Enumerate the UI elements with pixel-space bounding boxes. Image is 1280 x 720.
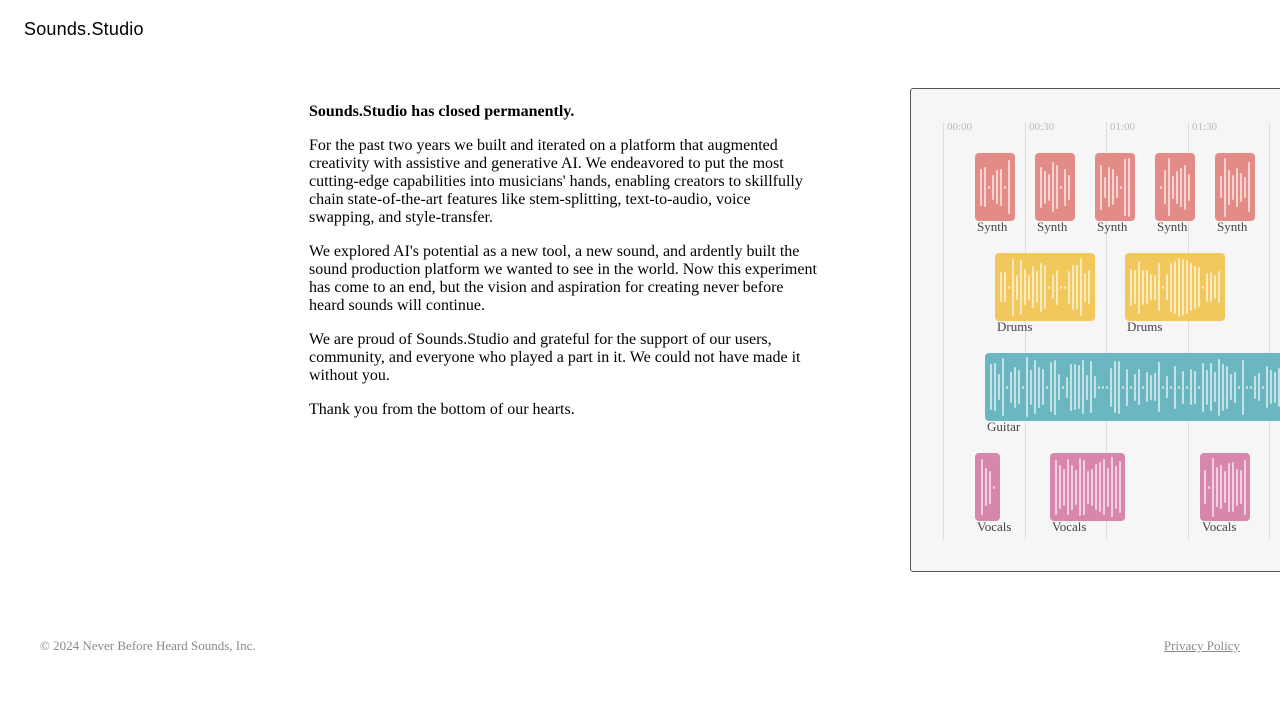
waveform-bar [1024,269,1026,305]
waveform-bar [1083,460,1085,515]
brand-name-part2: Studio [91,19,144,39]
waveform-bar [1036,271,1038,303]
waveform-bar [1176,171,1178,204]
clip-label: Synth [1157,219,1188,234]
waveform-bar [1154,373,1156,401]
waveform-bar [1142,386,1144,389]
waveform-bar [1014,367,1016,408]
waveform-bar [984,167,986,207]
waveform-bar [1080,258,1082,316]
waveform-bar [1166,274,1168,300]
waveform-bar [1046,386,1048,389]
waveform-bar [1220,176,1222,198]
timeline-tick-label: 00:30 [1029,121,1055,133]
waveform-bar [1266,366,1268,408]
clip-label: Vocals [1202,519,1237,534]
audio-clip-synth [975,153,1015,221]
waveform-bar [1074,364,1076,410]
waveform-bar [1122,386,1124,389]
waveform-bar [1075,470,1077,505]
timeline-illustration [910,88,1280,572]
waveform-bar [1210,363,1212,411]
waveform-bar [1242,360,1244,415]
waveform-bar [1178,386,1180,389]
waveform-bar [1198,267,1200,307]
waveform-bar [1170,263,1172,312]
waveform-bar [1134,374,1136,401]
waveform-bar [1048,174,1050,201]
waveform-bar [1124,159,1126,216]
waveform-bar [1182,259,1184,316]
waveform-bar [1182,371,1184,404]
waveform-bar [1086,375,1088,400]
waveform-bar [1154,275,1156,300]
waveform-bar [1055,460,1057,515]
waveform-bar [1130,269,1132,306]
waveform-bar [1120,186,1122,189]
waveform-bar [1059,465,1061,509]
waveform-bar [1040,167,1042,208]
waveform-bar [1244,460,1246,515]
waveform-bar [1178,258,1180,317]
waveform-bar [1070,364,1072,411]
waveform-bar [1174,261,1176,314]
letter-paragraph: For the past two years we built and iterated on a platform that augmented creativity with assistive and generative AI. We endeavored to put the most cutting-edge capabilities into musicians' hands, enabling creators to skillfully chain state-of-the-art features like stem-splitting, text-to-audio, voice swapping, and style-transfer. [309,137,803,226]
waveform-bar [1224,158,1226,217]
waveform-bar [1210,272,1212,302]
audio-clip-synth [1035,153,1075,221]
clip-label: Synth [977,219,1008,234]
waveform-bar [1042,369,1044,405]
privacy-policy-link[interactable]: Privacy Policy [1163,638,1240,653]
waveform-bar [1040,263,1042,312]
brand-logo[interactable] [24,19,144,40]
waveform-bar [1087,471,1089,504]
waveform-bar [1164,170,1166,204]
waveform-bar [1006,386,1008,389]
closure-letter [309,103,819,435]
waveform-bar [1262,386,1264,389]
waveform-bar [985,468,987,506]
waveform-bar [1240,173,1242,202]
waveform-bar [1168,158,1170,216]
waveform-bar [1186,386,1188,389]
waveform-bar [1112,169,1114,205]
waveform-bar [1084,273,1086,302]
waveform-bar [1063,469,1065,506]
audio-clip-guitar [985,353,1280,421]
waveform-bar [1204,470,1206,504]
waveform-bar [1060,286,1062,289]
waveform-bar [1099,462,1101,512]
waveform-bar [1170,386,1172,389]
waveform-bar [1119,461,1121,513]
waveform-bar [1130,386,1132,389]
waveform-bar [1134,270,1136,304]
timeline-tick-label: 01:30 [1192,121,1218,133]
waveform-bar [1102,386,1104,389]
clip-label: Drums [1127,319,1163,334]
waveform-bar [1258,373,1260,401]
waveform-bar [1091,469,1093,506]
waveform-bar [1108,167,1110,207]
waveform-bar [1002,358,1004,416]
clip-label: Guitar [987,419,1021,434]
waveform-bar [1115,466,1117,509]
waveform-bar [1111,457,1113,517]
waveform-bar [1064,286,1066,289]
waveform-bar [1126,369,1128,406]
waveform-bar [1094,376,1096,398]
waveform-bar [1186,260,1188,314]
waveform-bar [1172,176,1174,199]
waveform-bar [1103,459,1105,515]
timeline-tick-label: 00:00 [947,121,973,133]
waveform-bar [1190,263,1192,311]
waveform-bar [1004,186,1006,189]
waveform-bar [1095,464,1097,510]
waveform-bar [1150,375,1152,400]
waveform-bar [1060,186,1062,189]
waveform-bar [1214,275,1216,299]
waveform-bar [992,175,994,200]
brand-dot: . [86,19,92,39]
copyright-text: © 2024 Never Before Heard Sounds, Inc. [40,638,256,653]
waveform-bar [1230,374,1232,400]
waveform-bar [1236,168,1238,207]
waveform-bar [1054,360,1056,415]
waveform-bar [1274,372,1276,403]
waveform-bar [990,364,992,410]
waveform-bar [988,186,990,189]
waveform-bar [1058,374,1060,400]
waveform-bar [989,471,991,504]
waveform-bar [1008,160,1010,214]
waveform-bar [1068,175,1070,200]
waveform-bar [1000,272,1002,302]
waveform-bar [1008,286,1010,289]
waveform-bar [1022,386,1024,389]
waveform-bar [1142,270,1144,305]
clip-label: Drums [997,319,1033,334]
clip-label: Synth [1097,219,1128,234]
waveform-bar [1076,265,1078,309]
audio-clip-vocals [1050,453,1125,521]
waveform-bar [1254,376,1256,399]
waveform-bar [1082,360,1084,414]
waveform-bar [1194,371,1196,404]
waveform-bar [1228,170,1230,205]
waveform-bar [1048,286,1050,289]
waveform-bar [1270,370,1272,404]
clip-label: Vocals [977,519,1012,534]
waveform-bar [998,374,1000,400]
audio-clip-drums [1125,253,1225,321]
audio-clip-vocals [975,453,1000,521]
waveform-bar [1162,386,1164,389]
waveform-bar [1038,367,1040,408]
waveform-bar [1232,175,1234,200]
waveform-bar [1114,361,1116,413]
audio-clip-synth [1095,153,1135,221]
waveform-bar [1018,370,1020,404]
waveform-bar [1166,376,1168,398]
waveform-bar [1100,165,1102,210]
clip-label: Synth [1037,219,1068,234]
waveform-bar [1110,368,1112,407]
waveform-bar [1020,260,1022,315]
waveform-bar [1068,271,1070,304]
audio-clip-synth [1215,153,1255,221]
waveform-bar [1052,162,1054,212]
waveform-bar [1214,372,1216,402]
waveform-bar [1220,465,1222,509]
audio-clip-drums [995,253,1095,321]
waveform-bar [1044,265,1046,309]
waveform-bar [1206,273,1208,302]
waveform-bar [1034,360,1036,414]
waveform-bar [1071,465,1073,510]
clip-label: Synth [1217,219,1248,234]
waveform-bar [1030,370,1032,405]
waveform-bar [1232,462,1234,512]
waveform-bar [1180,168,1182,207]
waveform-bar [1184,165,1186,210]
waveform-bar [1202,363,1204,412]
waveform-bar [1010,372,1012,403]
waveform-bar [1128,158,1130,217]
waveform-bar [1160,186,1162,189]
waveform-bar [1056,270,1058,305]
waveform-bar [1066,377,1068,398]
waveform-bar [1072,265,1074,310]
waveform-bar [1244,177,1246,198]
waveform-bar [1098,386,1100,389]
waveform-bar [994,363,996,411]
waveform-bar [1250,386,1252,389]
waveform-bar [1056,165,1058,209]
waveform-bar [1090,361,1092,413]
waveform-bar [1028,275,1030,300]
waveform-bar [1224,471,1226,503]
waveform-bar [1194,266,1196,309]
waveform-bar [1226,366,1228,409]
waveform-bar [1106,386,1108,389]
timeline-tick-label: 01:00 [1110,121,1136,133]
waveform-bar [996,170,998,204]
waveform-bar [1032,266,1034,308]
waveform-bar [1116,176,1118,198]
waveform-bar [1004,272,1006,302]
waveform-bar [1202,286,1204,289]
waveform-bar [1107,468,1109,507]
waveform-bar [1190,369,1192,405]
waveform-bar [1174,366,1176,409]
waveform-bar [1206,370,1208,405]
waveform-bar [1208,486,1210,489]
waveform-bar [1118,361,1120,414]
waveform-bar [1198,386,1200,389]
waveform-bar [1228,463,1230,512]
waveform-bar [1044,171,1046,204]
waveform-bar [1026,357,1028,417]
waveform-bar [1218,359,1220,416]
audio-clip-synth [1155,153,1195,221]
waveform-bar [1079,458,1081,516]
brand-name-part1: Sounds [24,19,87,39]
letter-paragraph: We are proud of Sounds.Studio and grateful for the support of our users, community, and everyone who played a part in it. We could not have made it without you. [309,331,801,384]
waveform-bar [1088,270,1090,304]
waveform-bar [1218,271,1220,303]
waveform-bar [993,486,995,489]
waveform-bar [1236,469,1238,506]
timeline-gridline [943,122,944,540]
timeline-gridline [1269,122,1270,540]
waveform-bar [980,169,982,206]
waveform-bar [1012,259,1014,316]
audio-clip-vocals [1200,453,1250,521]
waveform-bar [1246,386,1248,389]
waveform-bar [1158,362,1160,412]
waveform-bar [1240,470,1242,504]
waveform-bar [1212,458,1214,517]
clip-label: Vocals [1052,519,1087,534]
waveform-bar [1158,263,1160,311]
waveform-bar [1222,364,1224,411]
waveform-bar [1162,286,1164,289]
waveform-bar [1016,275,1018,300]
waveform-bar [1138,261,1140,314]
letter-paragraph: We explored AI's potential as a new tool, a new sound, and ardently built the sound production platform we wanted to see in the world. Now this experiment has come to an end, but the vision and aspiration for creating never before heard sounds will continue. [309,243,817,314]
waveform-bar [1062,386,1064,389]
waveform-bar [981,459,983,515]
waveform-bar [1146,270,1148,304]
waveform-bar [1078,365,1080,409]
waveform-bar [1067,459,1069,515]
waveform-bar [1150,274,1152,300]
waveform-bar [1138,369,1140,405]
waveform-bar [1238,386,1240,389]
waveform-bar [1064,169,1066,206]
waveform-bar [1188,174,1190,201]
letter-headline: Sounds.Studio has closed permanently. [309,103,575,120]
waveform-bar [1146,372,1148,402]
letter-paragraph: Thank you from the bottom of our hearts. [309,401,575,418]
waveform-bar [1052,275,1054,299]
waveform-bar [1050,362,1052,412]
waveform-bar [1216,467,1218,507]
waveform-bar [1104,177,1106,198]
waveform-bar [1000,169,1002,206]
waveform-bar [1248,162,1250,212]
waveform-bar [1234,372,1236,403]
